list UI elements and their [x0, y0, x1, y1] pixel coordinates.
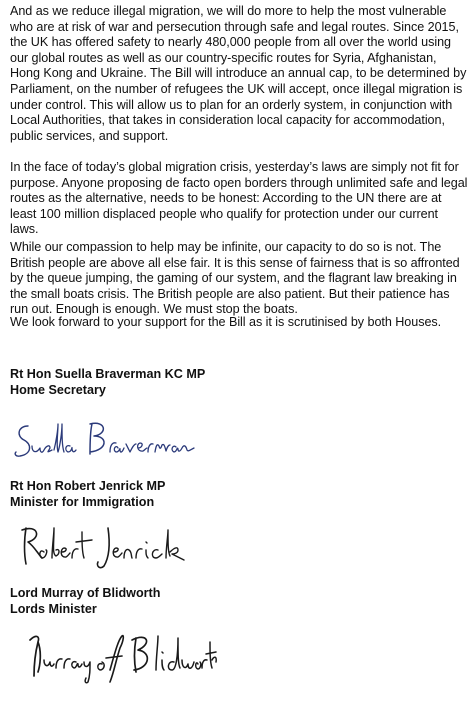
signature-murray [10, 626, 220, 686]
letter-paragraph: We look forward to your support for the Bill as it is scrutinised by both Houses. [10, 315, 442, 329]
signatory-role: Minister for Immigration [10, 494, 155, 509]
signature-braverman [10, 412, 210, 468]
signatory-name: Lord Murray of Blidworth [10, 586, 161, 600]
letter-paragraph: In the face of today’s global migration crisis, yesterday’s laws are simply not fit for purpose. Anyone proposing de facto open borders through unlimited safe and legal routes as the alternative, needs to be honest: According to the UN there are at least 100 million displaced people who qualify for protection under our current laws. [10, 160, 468, 237]
letter-paragraph: While our compassion to help may be infinite, our capacity to do so is not. The British people are above all else fair. It is this sense of fairness that is so affronted by the queue jumping, the gaming of our system, and the flagrant law breaking in the small boats crisis. The British people are also patient. But their patience has run out. Enough is enough. We must stop the boats. [10, 240, 460, 317]
signatory-name: Rt Hon Robert Jenrick MP [10, 479, 166, 493]
signatory-role: Home Secretary [10, 382, 106, 397]
signatory-block [10, 367, 310, 398]
signatory-role: Lords Minister [10, 601, 97, 616]
signatory-block [10, 479, 310, 510]
signature-jenrick [12, 518, 212, 574]
signatory-block [10, 586, 310, 617]
letter-paragraph: And as we reduce illegal migration, we will do more to help the most vulnerable who are at risk of war and persecution through safe and legal routes. Since 2015, the UK has offered safety to nearly 480,000 people from all over the world using our global routes as well as our country-specific routes for Syria, Afghanistan, Hong Kong and Ukraine. The Bill will introduce an annual cap, to be determined by Parliament, on the number of refugees the UK will accept, once illegal migration is under control. This will allow us to plan for an orderly system, in conjunction with Local Authorities, that takes in consideration local capacity for accommodation, public services, and support. [10, 4, 467, 143]
signatory-name: Rt Hon Suella Braverman KC MP [10, 367, 206, 381]
